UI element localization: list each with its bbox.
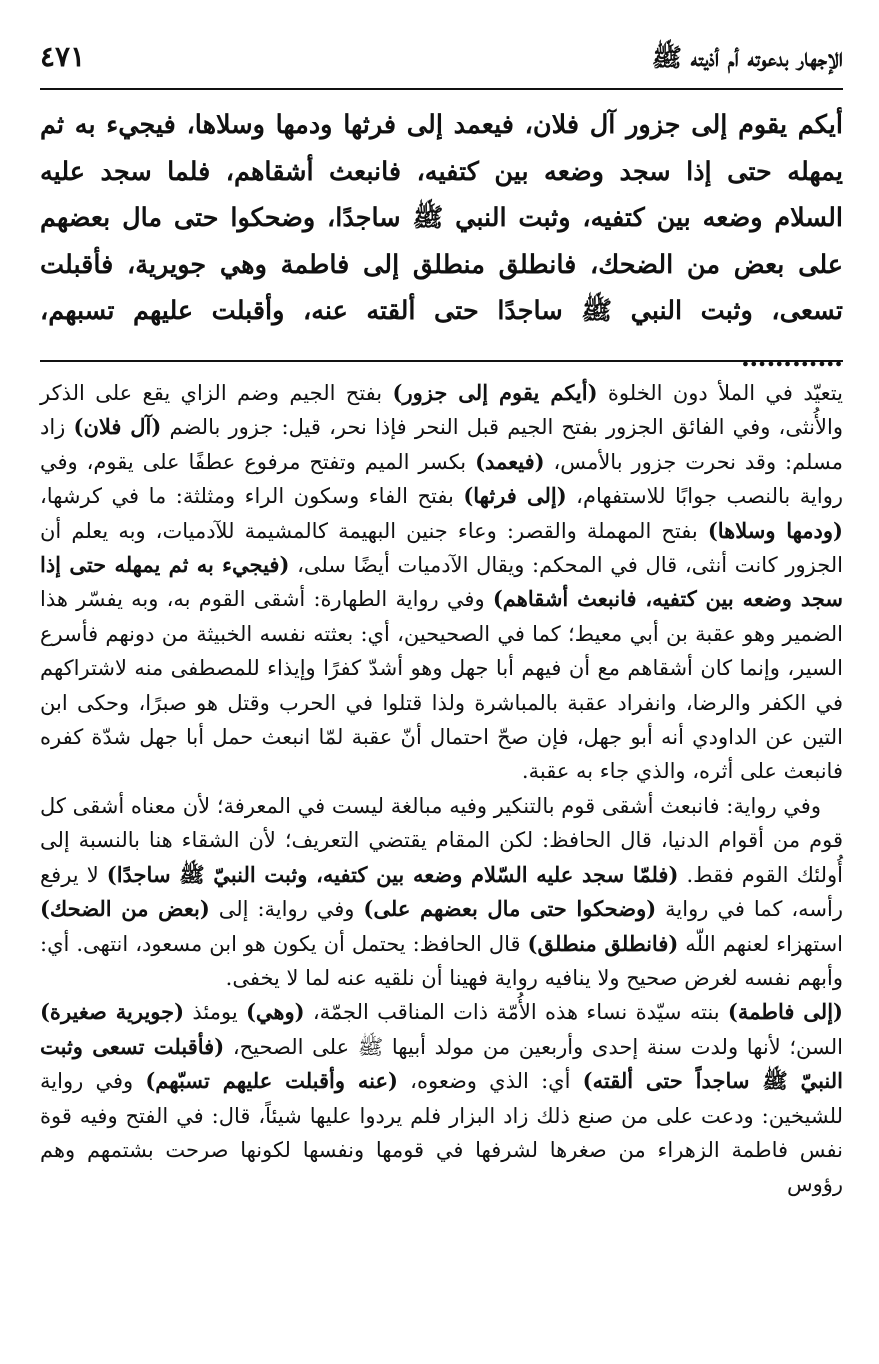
commentary-text: استهزاء لعنهم اللّه bbox=[678, 931, 844, 956]
quoted-phrase: (فأقبلت تسعى وثبت النبيّ ﷺ ساجداً حتى ألقته) bbox=[40, 1033, 843, 1094]
quoted-phrase: (فيجيء به ثم يمهله حتى إذا سجد وضعه بين كتفيه، فانبعث أشقاهم) bbox=[40, 552, 843, 612]
ellipsis-dots: ………… bbox=[741, 342, 843, 373]
commentary-paragraph-3 bbox=[40, 995, 843, 1201]
commentary bbox=[40, 376, 843, 1202]
quoted-phrase: (عنه وأقبلت عليهم تسبّهم) bbox=[145, 1068, 398, 1094]
commentary-text: زاد مسلم: وقد نحرت جزور بالأمس، bbox=[40, 415, 843, 474]
quoted-phrase: (ودمها وسلاها) bbox=[707, 517, 843, 543]
chapter-title: الإجهار بدعوته أم أذيته ﷺ bbox=[651, 43, 843, 72]
quoted-phrase: (بعض من الضحك) bbox=[40, 896, 210, 922]
page-number: ٤٧١ bbox=[40, 40, 86, 73]
quoted-phrase: (فلمّا سجد عليه السّلام وضعه بين كتفيه، وثبت النبيّ ﷺ ساجدًا) bbox=[106, 861, 679, 887]
commentary-text: بفتح المهملة والقصر: وعاء جنين البهيمة كالمشيمة للآدميات، وبه يعلم أن الجزور كانت أنثى، قال في المحكم: ويقال الآدميات أيضًا سلى، bbox=[40, 518, 843, 578]
commentary-paragraph-2 bbox=[40, 789, 843, 995]
quoted-phrase: (أيكم يقوم إلى جزور) bbox=[392, 380, 598, 405]
quoted-phrase: (آل فلان) bbox=[73, 414, 162, 440]
commentary-text: لا يرفع رأسه، كما في رواية bbox=[40, 862, 844, 922]
commentary-text: يومئذ bbox=[184, 1000, 246, 1025]
running-header bbox=[40, 40, 843, 90]
commentary-paragraph-1 bbox=[40, 376, 843, 789]
commentary-text: السن؛ لأنها ولدت سنة إحدى وأربعين من مولد أبيها ﷺ على الصحيح، bbox=[224, 1034, 843, 1059]
quoted-phrase: (وضحكوا حتى مال بعضهم على) bbox=[363, 896, 657, 922]
commentary-text: وفي رواية الطهارة: أشقى القوم به، وبه يفسّر هذا الضمير وهو عقبة بن أبي معيط؛ كما في الصحيحين، أي: بعثته نفسه الخبيثة من دونهم فأسرع السير، وإنما كان أشقاهم مع أن فيهم أبا جهل وهو أشدّ كفرًا وإيذاء للمصطفى منه لاشتراكهم في الكفر والرضا، وانفراد عقبة بالمباشرة ولذا قتلوا في الحرب وقتل هو صبرًا، وحكى ابن التين عن الداودي أنه أبو جهل، فإن صحّ احتمال أنّ عقبة لمّا انبعث حمل أبا جهل شدّة كفره فانبعث على أثره، والذي جاء به عقبة. bbox=[40, 587, 843, 784]
commentary-text: أي: الذي وضعوه، bbox=[397, 1069, 583, 1094]
commentary-text: بفتح الفاء وسكون الراء ومثلثة: ما في كرشها، bbox=[40, 484, 464, 509]
hadith-text bbox=[40, 102, 843, 373]
commentary-text: وفي رواية للشيخين: ودعت على من صنع ذلك زاد البزار فلم يردوا عليها شيئاً، قال: في الفتح وفيه قوة نفس فاطمة الزهراء من صغرها لشرفها في قومها ونفسها لكونها صرحت بشتمهم وهم رؤوس bbox=[40, 1069, 843, 1197]
commentary-text: بفتح الجيم وضم الزاي يقع على الذكر والأُنثى، وفي الفائق الجزور بفتح الجيم قبل النحر فإذا نحر، قيل: جزور بالضم bbox=[40, 381, 843, 440]
separator-line bbox=[40, 360, 843, 362]
commentary-text: بكسر الميم وتفتح مرفوع عطفًا على يقوم، وفي رواية بالنصب جوابًا للاستفهام، bbox=[40, 449, 844, 509]
quoted-phrase: (فيعمد) bbox=[475, 448, 545, 474]
commentary-text: وفي رواية: إلى bbox=[209, 897, 364, 922]
commentary-text: بنته سيّدة نساء هذه الأُمّة ذات المناقب الجمّة، bbox=[304, 1000, 728, 1025]
commentary-text: يتعيّد في الملأ دون الخلوة bbox=[597, 381, 843, 405]
quoted-phrase: (إلى فرثها) bbox=[463, 483, 567, 509]
quoted-phrase: (إلى فاطمة) bbox=[727, 999, 843, 1025]
commentary-text: وفي رواية: فانبعث أشقى قوم بالتنكير وفيه مبالغة ليست في المعرفة؛ لأن معناه أشقى كل قوم من أقوام الدنيا، قال الحافظ: لكن المقام يقتضي التعريف؛ لأن الشقاء هنا بالنسبة إلى أُولئك القوم فقط. bbox=[40, 793, 843, 887]
quoted-phrase: (فانطلق منطلق) bbox=[527, 930, 679, 956]
hadith-body: أيكم يقوم إلى جزور آل فلان، فيعمد إلى فرثها ودمها وسلاها، فيجيء به ثم يمهله حتى إذا سجد وضعه بين كتفيه، فانبعث أشقاهم، فلما سجد عليه السلام وضعه بين كتفيه، وثبت النبي ﷺ ساجدًا، وضحكوا حتى مال بعضهم على بعض من الضحك، فانطلق منطلق إلى فاطمة وهي جويرية، فأقبلت تسعى، وثبت النبي ﷺ ساجدًا حتى ألقته عنه، وأقبلت عليهم تسبهم، bbox=[40, 110, 843, 326]
quoted-phrase: (وهي) bbox=[245, 999, 305, 1025]
commentary-text: قال الحافظ: يحتمل أن يكون هو ابن مسعود، انتهى. أي: وأبهم نفسه لغرض صحيح ولا ينافيه رواية فهينا أن نلقيه عنه لما لا يخفى. bbox=[40, 931, 843, 990]
quoted-phrase: (جويرية صغيرة) bbox=[40, 999, 185, 1025]
